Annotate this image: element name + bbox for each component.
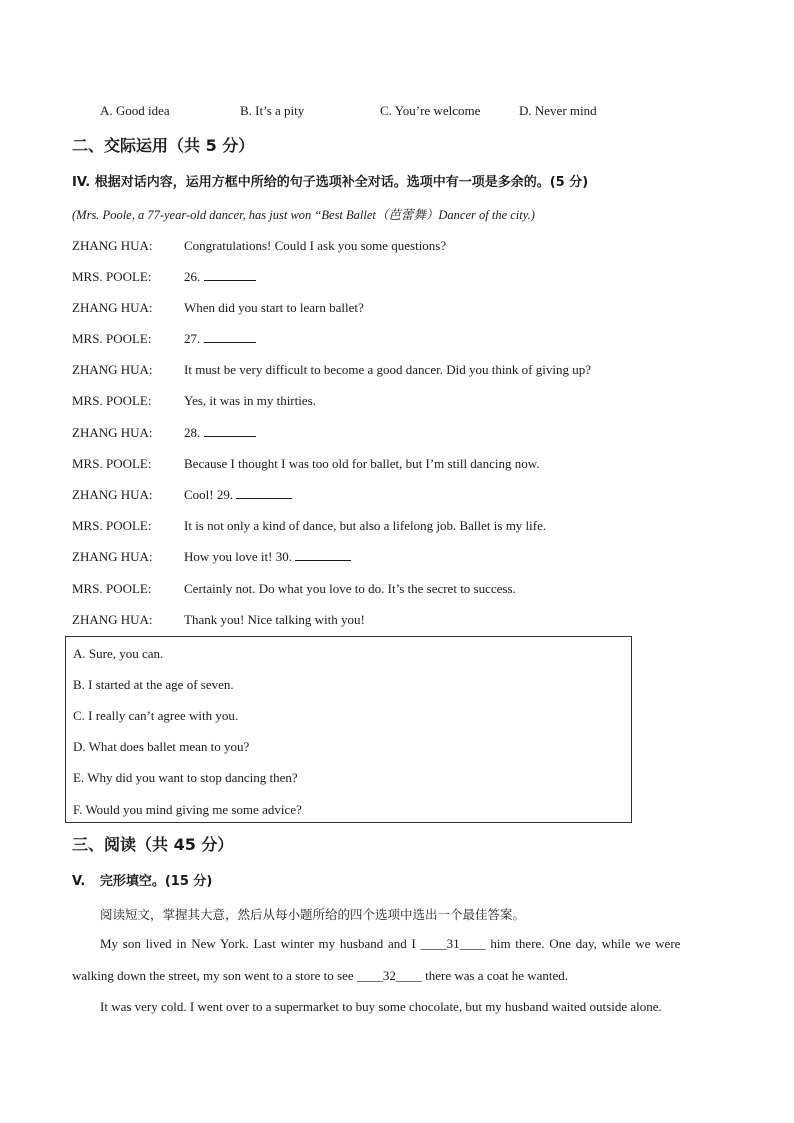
box-option-e: E. Why did you want to stop dancing then? <box>73 770 298 785</box>
box-option-c: C. I really can’t agree with you. <box>73 708 239 723</box>
passage-line: walking down the street, my son went to a store to see ____32____ there was a coat he wanted. <box>72 968 569 983</box>
section-2-title: 二、交际运用（共 5 分） <box>72 136 255 155</box>
section-3-title: 三、阅读（共 45 分） <box>72 835 234 854</box>
answer-blank[interactable] <box>236 487 292 499</box>
speaker: ZHANG HUA: <box>72 612 153 627</box>
speaker: ZHANG HUA: <box>72 487 153 502</box>
speaker: MRS. POOLE: <box>72 393 152 408</box>
utterance: When did you start to learn ballet? <box>184 300 364 315</box>
utterance: Certainly not. Do what you love to do. It’s the secret to success. <box>184 581 516 596</box>
speaker: MRS. POOLE: <box>72 331 152 346</box>
utterance: It must be very difficult to become a good dancer. Did you think of giving up? <box>184 362 592 377</box>
option-c: C. You’re welcome <box>380 103 481 118</box>
answer-blank[interactable] <box>204 331 256 343</box>
option-d: D. Never mind <box>519 103 597 118</box>
question-number: How you love it! 30. <box>184 549 292 564</box>
speaker: MRS. POOLE: <box>72 456 152 471</box>
section-2-instruction <box>72 175 588 191</box>
question-number: Cool! 29. <box>184 487 234 502</box>
speaker: ZHANG HUA: <box>72 549 153 564</box>
answer-blank[interactable] <box>204 425 256 437</box>
answer-blank[interactable] <box>295 549 351 561</box>
utterance: Because I thought I was too old for ballet, but I’m still dancing now. <box>184 456 540 471</box>
instruction-label: IV. <box>72 175 91 190</box>
answer-options-row <box>100 103 620 119</box>
dialogue-context-note: (Mrs. Poole, a 77-year-old dancer, has just won “Best Ballet（芭蕾舞）Dancer of the city.) <box>72 208 535 222</box>
box-option-b: B. I started at the age of seven. <box>73 677 234 692</box>
option-a: A. Good idea <box>100 103 170 118</box>
question-number: 26. <box>184 269 201 284</box>
section-3-subtitle <box>72 874 212 890</box>
speaker: ZHANG HUA: <box>72 425 153 440</box>
utterance: Yes, it was in my thirties. <box>184 393 316 408</box>
passage-line: It was very cold. I went over to a supermarket to buy some chocolate, but my husband waited outside alone. <box>100 999 662 1014</box>
speaker: MRS. POOLE: <box>72 518 152 533</box>
answer-blank[interactable] <box>204 269 256 281</box>
passage-line: My son lived in New York. Last winter my husband and I ____31____ him there. One day, while we were <box>100 936 681 951</box>
speaker: ZHANG HUA: <box>72 362 153 377</box>
subsection-title: 完形填空。(15 分) <box>99 874 213 889</box>
instruction-text: 根据对话内容，运用方框中所给的句子选项补全对话。选项中有一项是多余的。(5 分) <box>94 175 589 190</box>
speaker: ZHANG HUA: <box>72 300 153 315</box>
speaker: MRS. POOLE: <box>72 269 152 284</box>
option-b: B. It’s a pity <box>240 103 305 118</box>
question-number: 27. <box>184 331 201 346</box>
box-option-d: D. What does ballet mean to you? <box>73 739 250 754</box>
question-number: 28. <box>184 425 201 440</box>
utterance: It is not only a kind of dance, but also a lifelong job. Ballet is my life. <box>184 518 547 533</box>
utterance: Congratulations! Could I ask you some questions? <box>184 238 447 253</box>
reading-instruction: 阅读短文，掌握其大意，然后从每小题所给的四个选项中选出一个最佳答案。 <box>100 907 526 922</box>
box-option-f: F. Would you mind giving me some advice? <box>73 802 302 817</box>
speaker: ZHANG HUA: <box>72 238 153 253</box>
box-option-a: A. Sure, you can. <box>73 646 164 661</box>
speaker: MRS. POOLE: <box>72 581 152 596</box>
subsection-label: V. <box>72 874 86 889</box>
utterance: Thank you! Nice talking with you! <box>184 612 365 627</box>
sentence-options-box <box>65 636 632 823</box>
